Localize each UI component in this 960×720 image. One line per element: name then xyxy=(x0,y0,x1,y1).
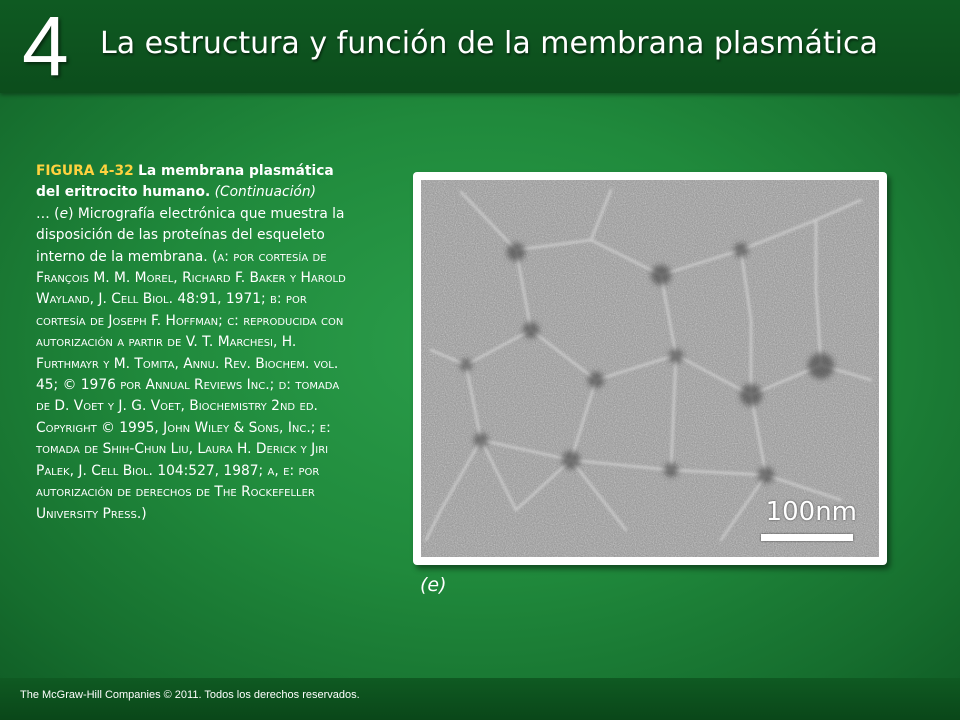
slide-title: La estructura y función de la membrana plasmática xyxy=(100,26,878,61)
caption-credits: a: por cortesía de François M. M. Morel, Richard F. Baker y Harold Wayland, J. Cell Biol. 48:91, 1971; b: por cortesía de Joseph F. Hoffman; c: reproducida con autorización a partir de V. T. Marchesi, H. Furthmayr y M. Tomita, Annu. Rev. Biochem. vol. 45; © 1976 por Annual Reviews Inc.; d: tomada de D. Voet y J. G. Voet, Biochemistry 2nd ed. Copyright © 1995, John Wiley & Sons, Inc.; e: tomada de Shih-Chun Liu, Laura H. Derick y Jiri Palek, J. Cell Biol. 104:527, 1987; a, e: por autorización de derechos de The Rockefeller University Press. xyxy=(36,248,346,522)
credits-open: ( xyxy=(212,248,218,265)
scale-bar xyxy=(761,534,853,541)
micrograph-frame xyxy=(413,172,887,565)
copyright-notice: The McGraw-Hill Companies © 2011. Todos los derechos reservados. xyxy=(20,689,360,701)
continuation-note: (Continuación) xyxy=(214,184,316,201)
figure-label: FIGURA 4-32 xyxy=(36,163,134,179)
electron-micrograph xyxy=(421,180,879,557)
credits-close: ) xyxy=(141,505,147,522)
panel-label: (e) xyxy=(420,574,447,596)
caption-description: ) Micrografía electrónica que muestra la disposición de las proteínas del esqueleto interno de la membrana. xyxy=(36,205,345,265)
figure-title: La membrana plasmática del eritrocito humano. xyxy=(36,163,334,201)
caption-ellipsis: … ( xyxy=(36,205,60,222)
caption-panel-letter: e xyxy=(59,205,69,222)
chapter-number: 4 xyxy=(22,0,69,93)
scale-bar-label: 100nm xyxy=(765,497,857,527)
figure-caption xyxy=(36,161,346,525)
